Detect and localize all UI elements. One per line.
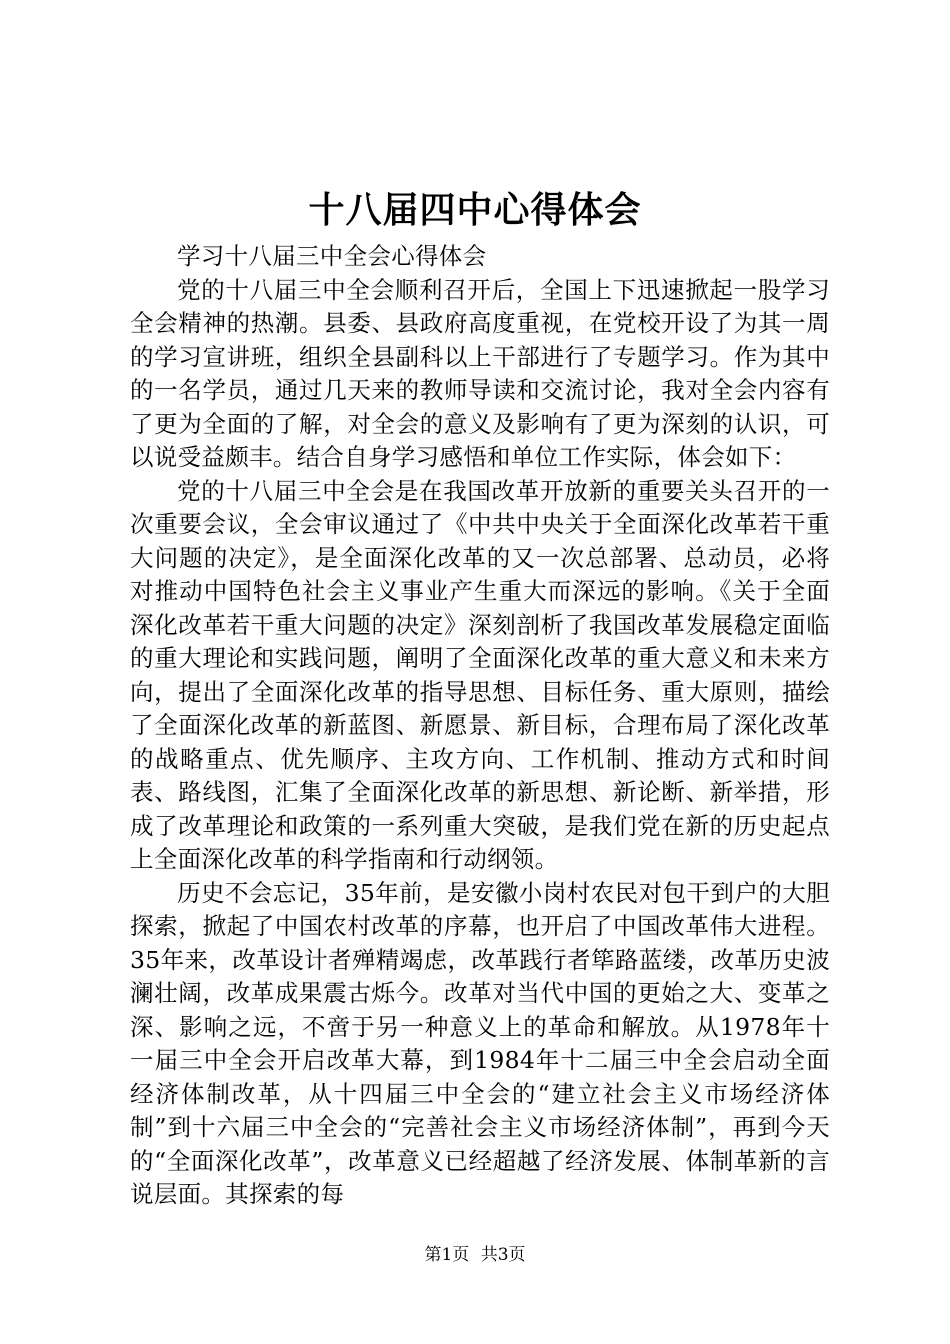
page-footer (0, 1244, 950, 1266)
paragraph-significance: 党的十八届三中全会是在我国改革开放新的重要关头召开的一次重要会议，全会审议通过了《中共中央关于全面深化改革若干重大问题的决定》，是全面深化改革的又一次总部署、总动员，必将对推动中国特色社会主义事业产生重大而深远的影响。《关于全面深化改革若干重大问题的决定》深刻剖析了我国改革发展稳定面临的重大理论和实践问题，阐明了全面深化改革的重大意义和未来方向，提出了全面深化改革的指导思想、目标任务、重大原则，描绘了全面深化改革的新蓝图、新愿景、新目标，合理布局了深化改革的战略重点、优先顺序、主攻方向、工作机制、推动方式和时间表、路线图，汇集了全面深化改革的新思想、新论断、新举措，形成了改革理论和政策的一系列重大突破，是我们党在新的历史起点上全面深化改革的科学指南和行动纲领。 (130, 476, 830, 873)
paragraph-intro: 党的十八届三中全会顺利召开后，全国上下迅速掀起一股学习全会精神的热潮。县委、县政府高度重视，在党校开设了为其一周的学习宣讲班，组织全县副科以上干部进行了专题学习。作为其中的一名学员，通过几天来的教师导读和交流讨论，我对全会内容有了更为全面的了解，对全会的意义及影响有了更为深刻的认识，可以说受益颇丰。结合自身学习感悟和单位工作实际，体会如下： (130, 275, 830, 471)
page-total: 共3页 (480, 1245, 526, 1265)
document-title: 十八届四中心得体会 (308, 189, 642, 231)
document-body (130, 240, 830, 1212)
paragraph-subtitle: 学习十八届三中全会心得体会 (177, 242, 487, 270)
paragraph-history: 历史不会忘记，35年前，是安徽小岗村农民对包干到户的大胆探索，掀起了中国农村改革的序幕，也开启了中国改革伟大进程。35年来，改革设计者殚精竭虑，改革践行者筚路蓝缕，改革历史波澜壮阔，改革成果震古烁今。改革对当代中国的更始之大、变革之深、影响之远，不啻于另一种意义上的革命和解放。从1978年十一届三中全会开启改革大幕，到1984年十二届三中全会启动全面经济体制改革，从十四届三中全会的“建立社会主义市场经济体制”到十六届三中全会的“完善社会主义市场经济体制”，再到今天的“全面深化改革”，改革意义已经超越了经济发展、体制革新的言说层面。其探索的每 (130, 878, 830, 1208)
page-number: 第1页 (424, 1245, 470, 1265)
